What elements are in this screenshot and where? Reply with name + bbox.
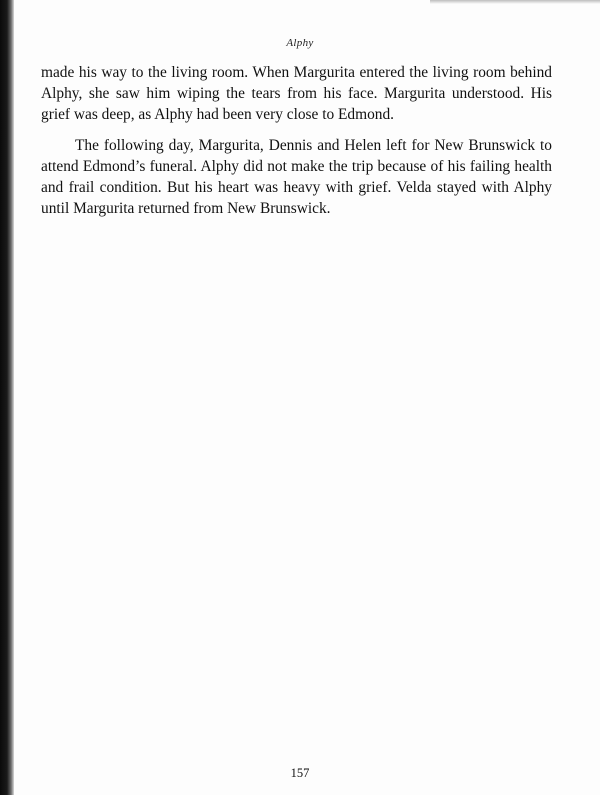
paragraph: made his way to the living room. When Margurita entered the living room behind Alphy, she saw him wiping the tears from his face. Margurita understood. His grief was deep, as Alphy had been very close to Edmond. [41, 64, 552, 123]
scan-shadow [430, 0, 600, 4]
running-header: Alphy [286, 37, 314, 49]
paragraph: The following day, Margurita, Dennis and Helen left for New Brunswick to attend Edmond’s funeral. Alphy did not make the trip because of his failing health and frail condition. But his heart was heavy with grief. Velda stayed with Alphy until Margurita returned from New Brunswick. [41, 137, 552, 217]
book-binding-edge [0, 0, 14, 795]
body-text [41, 62, 552, 229]
page-number: 157 [290, 766, 310, 780]
